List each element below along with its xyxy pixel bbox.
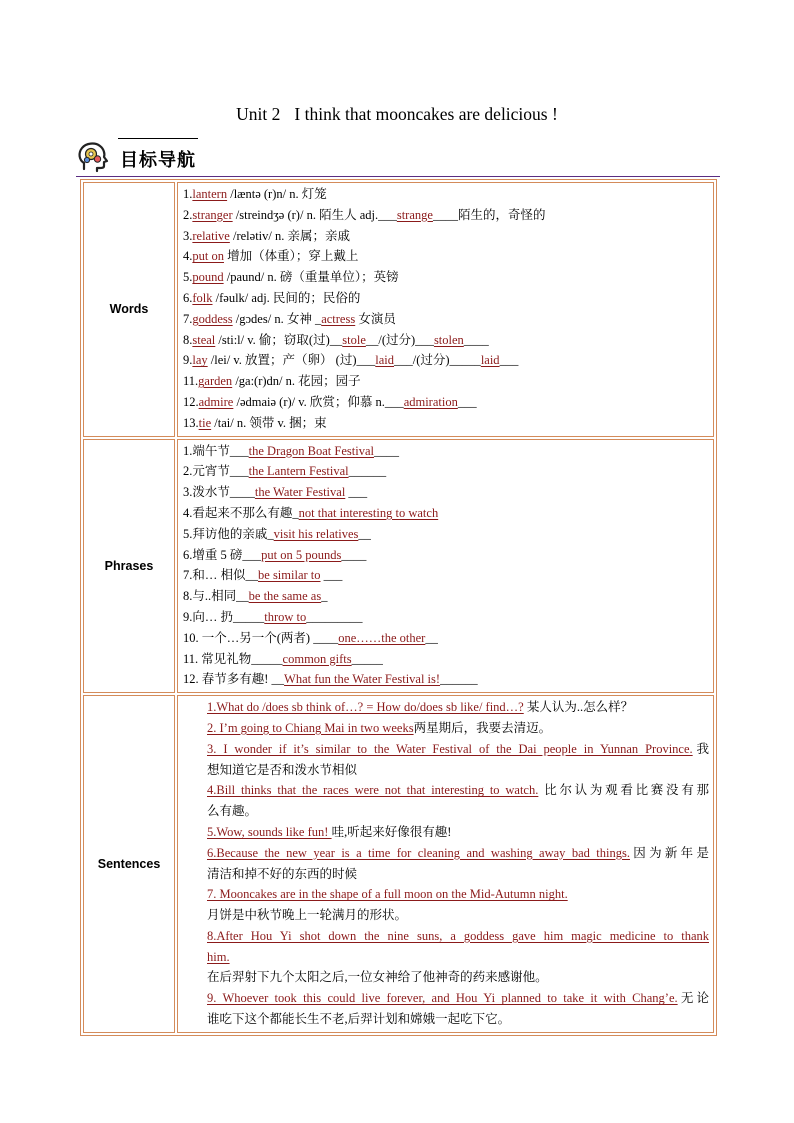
phrase-cn: 10. 一个…另一个(两者) ____: [183, 630, 339, 645]
vocab-table: [80, 179, 717, 1036]
sentence-en: 8.After Hou Yi shot down the nine suns, a goddess gave him magic medicine to thank: [207, 928, 709, 943]
phrase-cn: 8.与..相同__: [183, 589, 249, 604]
phrase-cn: 11. 常见礼物_____: [183, 651, 283, 666]
sentence-cn-cont: 月饼是中秋节晚上一轮满月的形状。: [207, 908, 408, 923]
word-answer: admiration: [403, 394, 458, 409]
word-num: 4.: [183, 249, 193, 264]
title-text: I think that mooncakes are delicious !: [294, 104, 558, 124]
phrase-answer: be similar to: [258, 568, 321, 583]
phrase-item: [183, 503, 709, 524]
word-num: 1.: [183, 187, 193, 201]
word-tail-2: ____: [463, 332, 489, 347]
phrase-item: [183, 586, 709, 607]
phrase-answer: the Lantern Festival: [248, 464, 349, 479]
word-detail: /ədmaiə (r)/ v. 欣赏；仰慕 n.___: [233, 394, 404, 409]
phrase-tail: __: [425, 630, 438, 645]
sentence-item: [183, 884, 709, 905]
phrase-cn: 5.拜访他的亲戚_: [183, 526, 274, 541]
sentence-cn: 两星期后，我要去清迈。: [413, 720, 552, 735]
word-detail: /relətiv/ n. 亲属；亲戚: [229, 228, 350, 243]
word-num: 3.: [183, 228, 193, 243]
phrase-cn: 3.泼水节____: [183, 485, 255, 500]
sentences-content: [177, 695, 714, 1033]
phrase-cn: 12. 春节多有趣! __: [183, 672, 285, 687]
word-tail: 女演员: [355, 311, 396, 326]
word-term: relative: [192, 228, 230, 243]
sentence-en: 7. Mooncakes are in the shape of a full moon on the Mid-Autumn night.: [207, 887, 568, 902]
sentence-cn: 因为新年是: [629, 845, 709, 860]
word-num: 11.: [183, 374, 199, 389]
word-detail: /lei/ v. 放置；产（卵） (过)___: [207, 353, 376, 368]
sentence-en: 1.What do /does sb think of…? = How do/does sb like/ find…?: [207, 700, 524, 715]
word-term: garden: [198, 374, 233, 389]
word-detail: 增加（体重）；穿上戴上: [223, 249, 359, 264]
phrase-item: [183, 482, 709, 503]
sentence-item: [183, 780, 709, 801]
phrase-item: [183, 669, 709, 690]
sentence-item: [183, 739, 709, 760]
phrase-answer: not that interesting to watch: [298, 505, 439, 520]
phrase-item: [183, 628, 709, 649]
word-item: [183, 350, 709, 371]
sentence-en: 2. I’m going to Chiang Mai in two weeks: [207, 720, 414, 735]
phrases-row: [83, 439, 714, 694]
words-row: [83, 182, 714, 437]
sentence-en: 9. Whoever took this could live forever, and Hou Yi planned to take it with Chang’e.: [207, 991, 678, 1006]
word-tail: ____陌生的，奇怪的: [432, 207, 546, 222]
word-num: 7.: [183, 311, 193, 326]
phrase-tail: ______: [348, 464, 387, 479]
phrase-cn: 7.和… 相似__: [183, 568, 259, 583]
phrase-cn: 2.元宵节___: [183, 464, 249, 479]
word-answer-2: stolen: [433, 332, 464, 347]
word-detail: /tai/ n. 领带 v. 捆；束: [211, 415, 327, 430]
word-num: 9.: [183, 353, 193, 368]
phrase-answer: What fun the Water Festival is!: [284, 672, 441, 687]
word-term: put on: [192, 249, 224, 264]
sentence-en-cont-text: him.: [207, 949, 230, 964]
phrase-tail: ______: [440, 672, 478, 687]
phrase-tail: ___: [320, 568, 343, 583]
phrases-content: [177, 439, 714, 694]
phrase-answer: one……the other: [338, 630, 426, 645]
phrase-answer: common gifts: [282, 651, 352, 666]
phrase-tail: _________: [306, 609, 363, 624]
phrases-label: Phrases: [83, 439, 175, 694]
word-term: steal: [192, 332, 216, 347]
sentence-cn: 比尔认为观看比赛没有那: [538, 783, 709, 798]
words-label: Words: [83, 182, 175, 437]
phrase-item: [183, 545, 709, 566]
sentence-cn-cont: 想知道它是否和泼水节相似: [207, 762, 358, 777]
sentence-cn-cont: 在后羿射下九个太阳之后,一位女神给了他神奇的药来感谢他。: [207, 970, 548, 985]
word-answer-2: laid: [480, 353, 500, 368]
phrase-cn: 4.看起来不那么有趣_: [183, 505, 299, 520]
phrase-answer: be the same as: [248, 589, 322, 604]
word-detail: /paund/ n. 磅（重量单位）；英镑: [223, 270, 399, 285]
phrase-tail: ___: [345, 485, 368, 500]
phrase-cn: 6.增重 5 磅___: [183, 547, 262, 562]
phrase-answer: visit his relatives: [273, 526, 359, 541]
phrase-item: [183, 441, 709, 462]
words-list: [183, 184, 709, 434]
phrase-tail: ____: [373, 443, 399, 458]
sentences-list: [183, 697, 709, 1030]
words-content: [177, 182, 714, 437]
sentence-en: 6.Because the new year is a time for cleaning and washing away bad things.: [207, 845, 630, 860]
phrases-list: [183, 441, 709, 691]
word-term: pound: [192, 270, 224, 285]
nav-rule: [76, 176, 720, 177]
sentence-item: [183, 718, 709, 739]
head-gears-icon: [76, 140, 110, 174]
sentence-cn: 哇,听起来好像很有趣!: [331, 824, 452, 839]
word-tail: ___/(过分)_____: [394, 353, 481, 368]
phrase-cn: 1.端午节___: [183, 443, 249, 458]
phrase-answer: the Water Festival: [254, 485, 346, 500]
sentence-item: [183, 697, 709, 718]
nav-label: 目标导航: [120, 150, 196, 171]
sentence-cn: 无论: [677, 991, 709, 1006]
word-num: 8.: [183, 332, 193, 347]
word-term: admire: [198, 394, 234, 409]
sentence-cn: 某人认为..怎么样？: [523, 700, 634, 715]
word-item: [183, 184, 709, 205]
word-item: [183, 392, 709, 413]
phrase-cn: 9.向… 扔_____: [183, 609, 265, 624]
word-item: [183, 413, 709, 434]
word-detail: /læntə (r)n/ n. 灯笼: [227, 187, 327, 201]
word-tail: ___: [457, 394, 477, 409]
word-detail: /fəulk/ adj. 民间的；民俗的: [212, 290, 361, 305]
phrase-item: [183, 607, 709, 628]
word-item: [183, 226, 709, 247]
word-item: [183, 371, 709, 392]
phrase-tail: _: [321, 589, 328, 604]
sentence-item: [183, 822, 709, 843]
word-term: stranger: [192, 207, 233, 222]
word-tail: __/(过分)___: [365, 332, 434, 347]
word-num: 5.: [183, 270, 193, 285]
word-item: [183, 205, 709, 226]
word-answer: actress: [321, 311, 356, 326]
phrase-item: [183, 649, 709, 670]
word-term: lantern: [192, 187, 228, 201]
phrase-tail: _____: [351, 651, 383, 666]
word-tail-2: ___: [499, 353, 519, 368]
sentence-cn: 我: [692, 741, 709, 756]
word-num: 12.: [183, 394, 199, 409]
word-term: goddess: [192, 311, 233, 326]
word-num: 13.: [183, 415, 199, 430]
sentences-label: Sentences: [83, 695, 175, 1033]
nav-top-line: [118, 138, 198, 139]
word-item: [183, 309, 709, 330]
word-answer: strange: [396, 207, 433, 222]
phrase-tail: __: [358, 526, 371, 541]
word-num: 2.: [183, 207, 193, 222]
sentence-item: [183, 926, 709, 947]
sentence-cn-cont: 清洁和掉不好的东西的时候: [207, 866, 358, 881]
word-num: 6.: [183, 290, 193, 305]
phrase-answer: throw to: [264, 609, 307, 624]
word-term: lay: [192, 353, 208, 368]
page-title: [0, 104, 794, 125]
phrase-answer: put on 5 pounds: [261, 547, 342, 562]
word-item: [183, 288, 709, 309]
title-unit: Unit 2: [236, 104, 281, 124]
word-answer: stole: [342, 332, 366, 347]
word-detail: /streindʒə (r)/ n. 陌生人 adj.___: [232, 207, 397, 222]
word-term: folk: [192, 290, 213, 305]
word-detail: /gɔdes/ n. 女神 _: [232, 311, 322, 326]
word-item: [183, 267, 709, 288]
phrase-answer: the Dragon Boat Festival: [248, 443, 374, 458]
sentence-en-cont: [183, 947, 709, 968]
phrase-tail: ____: [341, 547, 367, 562]
word-detail: /ga:(r)dn/ n. 花园；园子: [232, 374, 361, 389]
sentence-en: 5.Wow, sounds like fun!: [207, 824, 332, 839]
sentence-en: 3. I wonder if it’s similar to the Water Festival of the Dai people in Yunnan Province.: [207, 741, 693, 756]
sentence-item: [183, 988, 709, 1009]
phrase-item: [183, 565, 709, 586]
sentences-row: [83, 695, 714, 1033]
sentence-cn-cont: 谁吃下这个都能长生不老,后羿计划和嫦娥一起吃下它。: [207, 1012, 511, 1027]
word-item: [183, 246, 709, 267]
word-detail: /sti:l/ v. 偷；窃取(过)__: [215, 332, 343, 347]
word-term: tie: [198, 415, 212, 430]
sentence-item: [183, 843, 709, 864]
phrase-item: [183, 461, 709, 482]
word-item: [183, 330, 709, 351]
sentence-en: 4.Bill thinks that the races were not that interesting to watch.: [207, 783, 539, 798]
sentence-cn-cont: 么有趣。: [207, 804, 258, 819]
phrase-item: [183, 524, 709, 545]
word-answer: laid: [375, 353, 394, 368]
